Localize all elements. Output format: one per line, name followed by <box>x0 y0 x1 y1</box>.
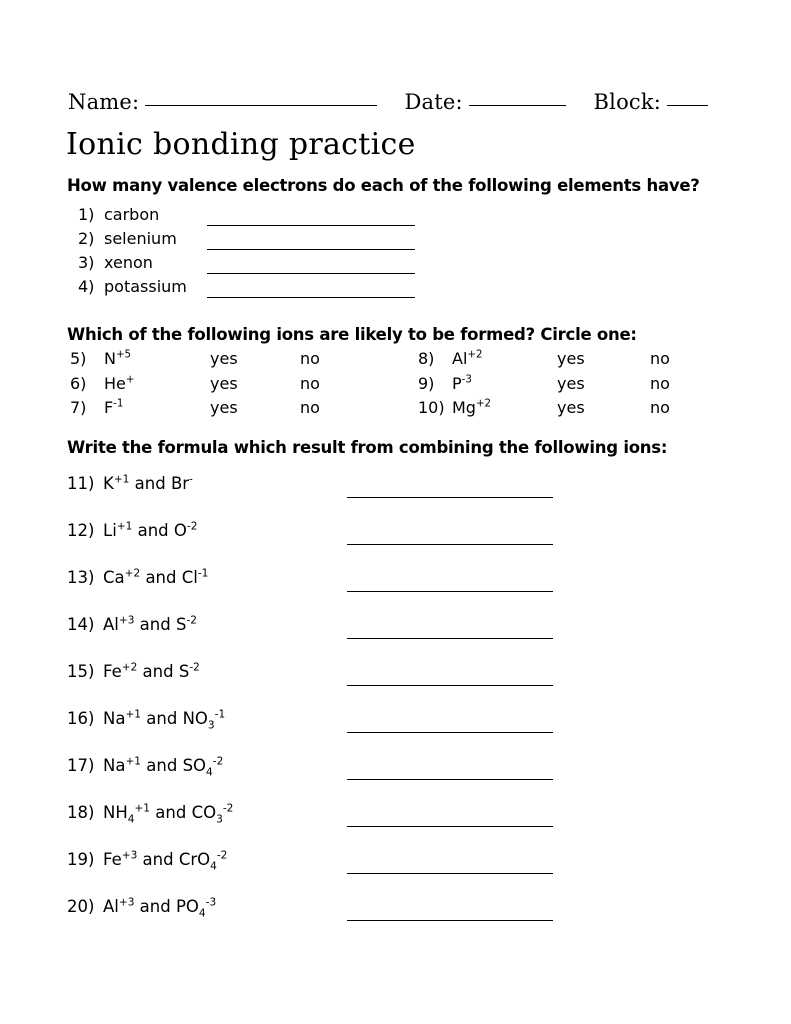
formula-conjunction: and <box>150 803 192 822</box>
formula-ion2-charge: -2 <box>216 849 228 862</box>
valence-item-number: 4) <box>78 277 95 296</box>
ion-right-base: Al <box>452 349 468 368</box>
ions-prompt: Which of the following ions are likely to be formed? Circle one: <box>67 325 637 344</box>
valence-answer-line[interactable] <box>207 297 415 298</box>
ion-formula <box>104 349 131 368</box>
valence-item-element: xenon <box>104 253 153 272</box>
formula-answer-line[interactable] <box>347 638 553 639</box>
ion-no-option[interactable]: no <box>650 373 670 393</box>
valence-item-element: carbon <box>104 205 160 224</box>
formula-item <box>0 709 791 756</box>
formula-item <box>0 568 791 615</box>
date-blank-line[interactable] <box>469 105 566 106</box>
page-title: Ionic bonding practice <box>66 127 416 162</box>
ion-left-base: He <box>104 373 126 393</box>
formula-item-number: 11) <box>67 474 95 493</box>
formula-ion1-base: NH <box>103 803 128 822</box>
ion-right-charge: -3 <box>461 373 472 386</box>
ion-left-base: N <box>104 349 116 368</box>
ion-no-option[interactable]: no <box>300 349 320 368</box>
ion-formula <box>104 398 123 417</box>
ion-choice-row <box>0 398 791 423</box>
ion-no-option[interactable]: no <box>650 398 670 417</box>
ion-yes-option[interactable]: yes <box>210 398 238 417</box>
ion-yes-option[interactable]: yes <box>210 349 238 368</box>
formula-item-number: 12) <box>67 521 95 540</box>
formula-ion2-charge: -2 <box>212 755 224 768</box>
ion-choice-row <box>0 374 791 399</box>
formula-ion1-charge: +3 <box>118 614 135 627</box>
ion-no-option[interactable]: no <box>300 373 320 393</box>
ion-formula <box>452 398 491 417</box>
formula-conjunction: and <box>140 568 182 587</box>
formula-item-text <box>67 474 193 493</box>
formula-answer-line[interactable] <box>347 544 553 545</box>
formula-ion1-base: Na <box>103 756 126 775</box>
ion-item-number: 5) <box>70 349 87 368</box>
valence-item-number: 1) <box>78 205 95 224</box>
formula-ion2-charge: -1 <box>214 708 226 721</box>
formula-item <box>0 850 791 897</box>
formula-ion2-subscript: 3 <box>207 719 215 732</box>
formula-answer-line[interactable] <box>347 497 553 498</box>
ion-formula <box>452 349 482 368</box>
ion-choice-grid <box>0 349 791 423</box>
ion-yes-option[interactable]: yes <box>557 373 585 393</box>
formula-item-text <box>67 662 200 681</box>
formula-item <box>0 662 791 709</box>
formula-answer-line[interactable] <box>347 732 553 733</box>
ion-formula <box>104 374 134 393</box>
formula-prompt: Write the formula which result from combining the following ions: <box>67 438 668 457</box>
formula-item-text <box>67 802 234 826</box>
formula-item-number: 18) <box>67 803 95 822</box>
formula-ion2-base: Cl <box>181 568 198 587</box>
valence-answer-line[interactable] <box>207 225 415 226</box>
formula-conjunction: and <box>132 521 174 540</box>
ion-left-charge: + <box>125 373 135 386</box>
formula-item <box>0 803 791 850</box>
name-label: Name: <box>68 90 140 114</box>
formula-answer-line[interactable] <box>347 873 553 874</box>
formula-list <box>0 474 791 944</box>
formula-item <box>0 521 791 568</box>
valence-answer-line[interactable] <box>207 249 415 250</box>
valence-item <box>78 205 478 229</box>
ion-left-base: F <box>104 398 114 417</box>
formula-ion2-subscript: 4 <box>206 766 213 779</box>
formula-ion1-base: Na <box>103 709 126 728</box>
name-blank-line[interactable] <box>145 105 377 106</box>
ion-right-charge: +2 <box>475 397 492 410</box>
formula-conjunction: and <box>141 709 183 728</box>
ion-yes-option[interactable]: yes <box>210 373 238 393</box>
formula-conjunction: and <box>129 474 171 493</box>
formula-ion2-base: CrO <box>178 850 211 869</box>
ion-item-number: 8) <box>418 349 435 368</box>
formula-ion1-base: Li <box>103 521 117 540</box>
formula-item-number: 15) <box>67 662 95 681</box>
formula-item-text <box>67 896 217 920</box>
formula-answer-line[interactable] <box>347 591 553 592</box>
ion-right-charge: +2 <box>467 348 483 361</box>
formula-ion1-base: Al <box>103 897 119 916</box>
valence-prompt: How many valence electrons do each of the following elements have? <box>67 176 700 195</box>
formula-conjunction: and <box>137 850 179 869</box>
formula-ion2-base: Br <box>170 474 190 493</box>
formula-ion2-base: O <box>173 521 187 540</box>
ion-left-charge: +5 <box>115 348 132 361</box>
valence-answer-line[interactable] <box>207 273 415 274</box>
valence-item-number: 2) <box>78 229 95 248</box>
formula-conjunction: and <box>134 615 176 634</box>
formula-ion2-charge: - <box>189 473 193 486</box>
formula-ion2-charge: -2 <box>222 802 234 815</box>
valence-item-number: 3) <box>78 253 95 272</box>
formula-ion1-base: Al <box>103 615 119 634</box>
formula-ion1-charge: +3 <box>118 896 135 909</box>
formula-conjunction: and <box>134 897 176 916</box>
formula-ion1-charge: +1 <box>125 755 142 768</box>
formula-item-text <box>67 521 197 540</box>
formula-item <box>0 615 791 662</box>
formula-ion1-charge: +3 <box>121 849 138 862</box>
formula-item-number: 13) <box>67 568 95 587</box>
formula-ion1-base: K <box>103 474 114 493</box>
ion-item-number: 6) <box>70 373 87 393</box>
formula-ion1-charge: +1 <box>125 708 142 721</box>
date-label: Date: <box>404 90 463 114</box>
formula-ion2-base: NO <box>182 709 208 728</box>
formula-ion2-base: S <box>178 662 190 681</box>
formula-ion1-base: Ca <box>103 568 125 587</box>
formula-ion1-charge: +2 <box>121 661 138 674</box>
ion-left-charge: -1 <box>113 397 124 410</box>
ion-item-number: 7) <box>70 398 87 417</box>
valence-item-element: potassium <box>104 277 187 296</box>
ion-right-base: P <box>452 373 462 393</box>
formula-ion2-charge: -2 <box>186 520 198 533</box>
formula-ion2-charge: -1 <box>197 567 209 580</box>
formula-answer-line[interactable] <box>347 920 553 921</box>
formula-item-text <box>67 755 224 779</box>
ion-no-option[interactable]: no <box>650 349 670 368</box>
formula-ion2-base: CO <box>191 803 217 822</box>
formula-answer-line[interactable] <box>347 779 553 780</box>
formula-item-number: 19) <box>67 850 95 869</box>
formula-ion1-charge: +1 <box>134 802 151 815</box>
ion-choice-row <box>0 349 791 374</box>
formula-ion2-subscript: 4 <box>198 907 206 920</box>
ion-right-base: Mg <box>452 398 476 417</box>
formula-ion2-base: S <box>175 615 187 634</box>
formula-item-text <box>67 849 228 873</box>
formula-ion1-charge: +1 <box>116 520 133 533</box>
formula-item-text <box>67 568 208 587</box>
formula-ion2-base: PO <box>175 897 199 916</box>
ion-no-option[interactable]: no <box>300 398 320 417</box>
formula-ion2-subscript: 3 <box>216 813 223 826</box>
formula-answer-line[interactable] <box>347 826 553 827</box>
formula-ion1-charge: +1 <box>113 473 130 486</box>
formula-ion1-charge: +2 <box>124 567 141 580</box>
valence-item <box>78 229 478 253</box>
ion-item-number: 9) <box>418 373 435 393</box>
formula-item-number: 17) <box>67 756 95 775</box>
formula-ion1-base: Fe <box>103 850 122 869</box>
block-label: Block: <box>593 90 662 114</box>
student-info-header <box>68 90 708 120</box>
ion-yes-option[interactable]: yes <box>557 349 585 368</box>
formula-item-number: 14) <box>67 615 95 634</box>
formula-item <box>0 474 791 521</box>
valence-list <box>78 205 478 301</box>
formula-conjunction: and <box>137 662 179 681</box>
formula-ion2-charge: -3 <box>205 896 217 909</box>
formula-ion2-charge: -2 <box>189 661 200 674</box>
formula-item <box>0 756 791 803</box>
formula-ion2-base: SO <box>182 756 207 775</box>
formula-item-text <box>67 615 197 634</box>
formula-item-text <box>67 708 226 732</box>
formula-ion1-base: Fe <box>103 662 122 681</box>
formula-ion1-subscript: 4 <box>127 813 135 826</box>
block-blank-line[interactable] <box>667 105 708 106</box>
ion-yes-option[interactable]: yes <box>557 398 585 417</box>
valence-item <box>78 253 478 277</box>
valence-item-element: selenium <box>104 229 177 248</box>
formula-item <box>0 897 791 944</box>
formula-item-number: 20) <box>67 897 95 916</box>
formula-ion2-subscript: 4 <box>210 860 217 873</box>
ion-formula <box>452 374 472 393</box>
valence-item <box>78 277 478 301</box>
formula-item-number: 16) <box>67 709 95 728</box>
ion-item-number: 10) <box>418 398 445 417</box>
formula-answer-line[interactable] <box>347 685 553 686</box>
formula-ion2-charge: -2 <box>186 614 197 627</box>
formula-conjunction: and <box>141 756 183 775</box>
